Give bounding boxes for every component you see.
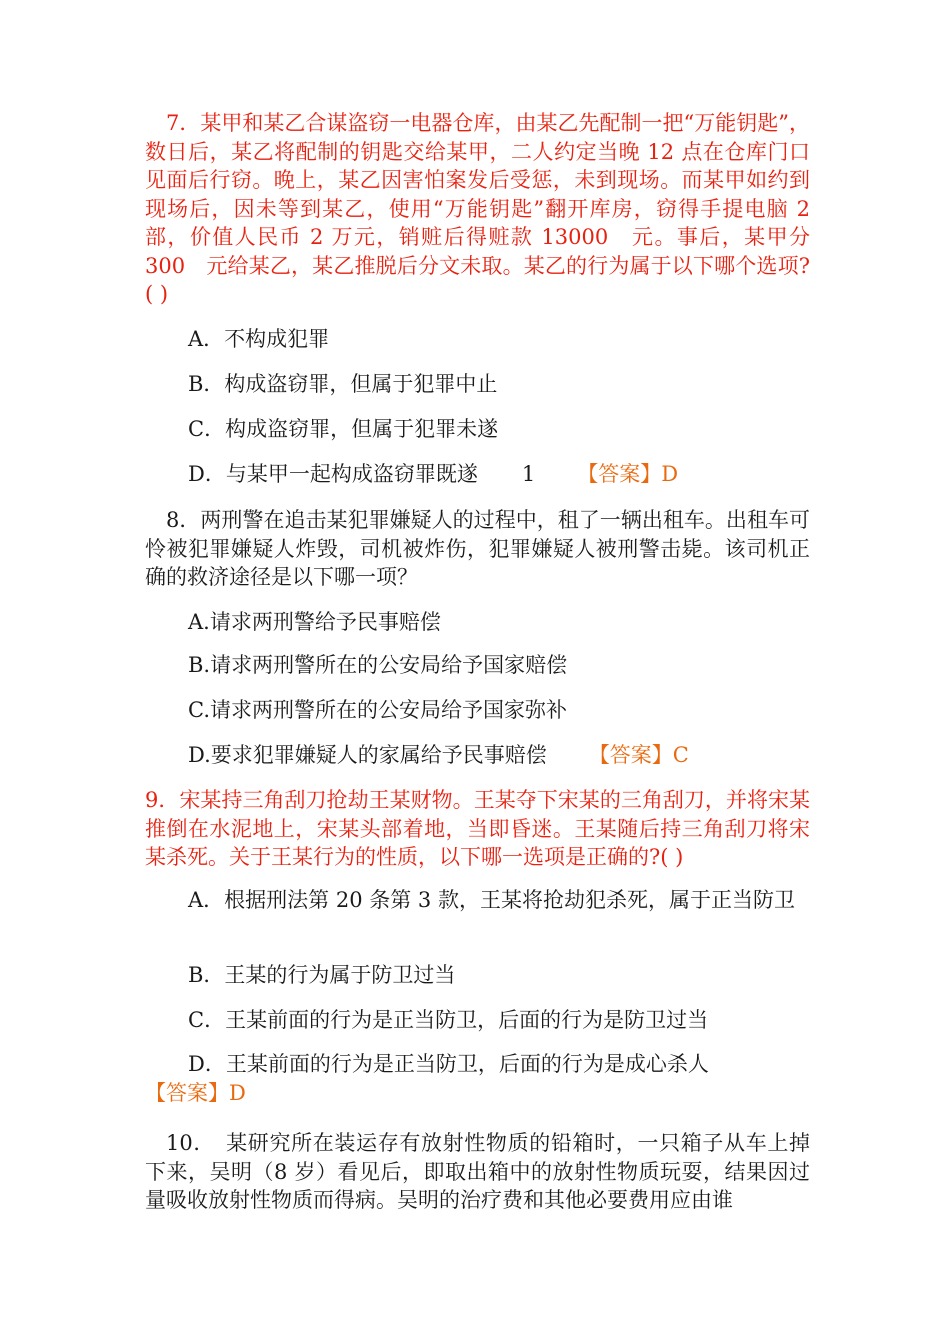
question-9-stem: 9．宋某持三角刮刀抢劫王某财物。王某夺下宋某的三角刮刀，并将宋某推倒在水泥地上，宋某头部着地，当即昏迷。王某随后持三角刮刀将宋某杀死。关于王某行为的性质，以下哪一选项是正确的?( ) (145, 788, 810, 869)
question-9-option-d: D．王某前面的行为是正当防卫，后面的行为是成心杀人 (188, 1052, 709, 1076)
question-8-option-d (188, 741, 810, 770)
question-7-option-c: C．构成盗窃罪，但属于犯罪未遂 (188, 417, 499, 441)
question-8-option-c: C.请求两刑警所在的公安局给予国家弥补 (188, 698, 567, 722)
question-9-option-c: C．王某前面的行为是正当防卫，后面的行为是防卫过当 (188, 1008, 709, 1032)
question-9-option-b: B．王某的行为属于防卫过当 (188, 963, 456, 987)
question-7-answer-label: 【答案】 (577, 462, 662, 486)
question-7-option-d-text: D．与某甲一起构成盗窃罪既遂 (188, 462, 478, 486)
question-7-stem: 7．某甲和某乙合谋盗窃一电器仓库，由某乙先配制一把“万能钥匙”，数日后，某乙将配制的钥匙交给某甲，二人约定当晚 12 点在仓库门口见面后行窃。晚上，某乙因害怕案发后受惩，未到现场。而某甲如约到现场后，因未等到某乙，使用“万能钥匙”翻开库房，窃得手提电脑 2 部，价值人民币 2 万元，销赃后得赃款 13000 元。事后，某甲分 300 元给某乙，某乙推脱后分文未取。某乙的行为属于以下哪个选项?( ) (145, 111, 810, 306)
question-9-answer-line (145, 1079, 810, 1108)
question-7-answer: D (661, 462, 679, 486)
question-8-option-b: B.请求两刑警所在的公安局给予国家赔偿 (188, 653, 568, 677)
question-9-option-a: A．根据刑法第 20 条第 3 款，王某将抢劫犯杀死，属于正当防卫 (188, 888, 795, 912)
question-8-stem: 8．两刑警在追击某犯罪嫌疑人的过程中，租了一辆出租车。出租车可怜被犯罪嫌疑人炸毁，司机被炸伤，犯罪嫌疑人被刑警击毙。该司机正确的救济途径是以下哪一项？ (145, 508, 810, 589)
question-8-answer: C (672, 743, 689, 767)
question-7-option-d (188, 460, 810, 489)
question-7-option-a: A．不构成犯罪 (188, 327, 330, 351)
question-9-answer-label: 【答案】 (145, 1081, 229, 1105)
question-8-answer-label: 【答案】 (588, 743, 673, 767)
question-9-answer: D (229, 1081, 246, 1105)
question-10-stem: 10． 某研究所在装运存有放射性物质的铅箱时，一只箱子从车上掉下来，吴明（8 岁）看见后，即取出箱中的放射性物质玩耍，结果因过量吸收放射性物质而得病。吴明的治疗费和其他必要费用应由谁 (145, 1131, 810, 1212)
question-7-option-b: B．构成盗窃罪，但属于犯罪中止 (188, 372, 498, 396)
question-8-option-d-text: D.要求犯罪嫌疑人的家属给予民事赔偿 (188, 743, 547, 767)
question-8-option-a: A.请求两刑警给予民事赔偿 (188, 610, 441, 634)
question-7-extra: 1 (521, 462, 536, 486)
